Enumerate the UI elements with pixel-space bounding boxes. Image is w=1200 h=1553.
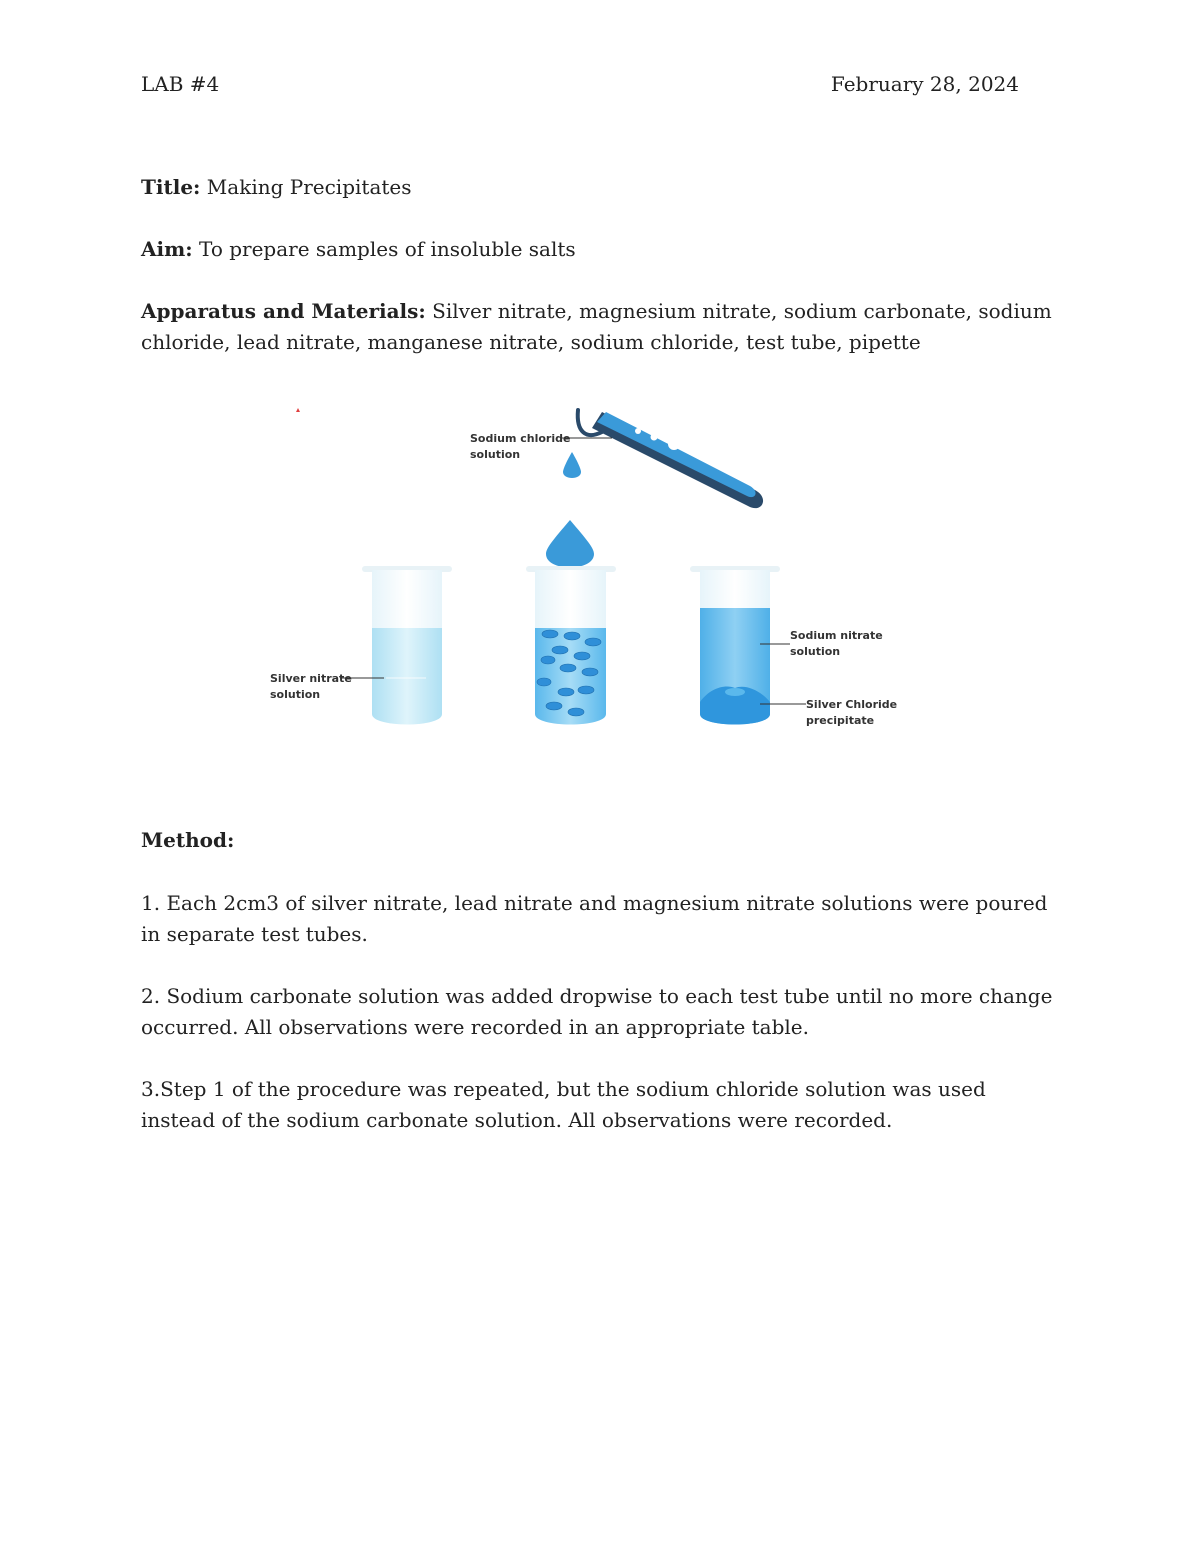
label-silver-chloride-1: Silver Chloride [806,698,898,711]
apparatus-line [141,296,1061,358]
method-step-1: 1. Each 2cm3 of silver nitrate, lead nitrate and magnesium nitrate solutions were poured in separate test tubes. [141,891,1048,946]
lab-date: February 28, 2024 [830,72,1019,96]
aim-value: To prepare samples of insoluble salts [199,237,576,261]
label-sodium-chloride-1: Sodium chloride [470,432,571,445]
method-heading [141,825,1061,856]
apparatus-value: Silver nitrate, magnesium nitrate, sodium carbonate, sodium chloride, lead nitrate, manganese nitrate, sodium chloride, test tube, pipette [141,299,1052,354]
aim-line [141,234,1061,265]
title-value: Making Precipitates [206,175,412,199]
large-drop [546,520,594,568]
title-line [141,172,1061,203]
precipitation-diagram [250,402,930,742]
label-silver-nitrate-1: Silver nitrate [270,672,352,685]
label-sodium-nitrate-2: solution [790,645,841,658]
label-sodium-nitrate-1: Sodium nitrate [790,629,883,642]
method-heading-label: Method: [141,828,235,852]
red-mark [296,408,300,412]
label-silver-nitrate-2: solution [270,688,321,701]
label-silver-chloride-2: precipitate [806,714,875,727]
pipette-tube [578,410,763,508]
aim-label: Aim: [141,237,193,261]
label-sodium-chloride-2: solution [470,448,521,461]
apparatus-label: Apparatus and Materials: [141,299,426,323]
diagram-svg [250,402,930,742]
title-label: Title: [141,175,201,199]
beaker-result [690,566,780,725]
beaker-silver-nitrate [362,566,452,725]
beaker-reacting [526,566,616,725]
lab-number: LAB #4 [141,72,220,96]
method-step-2: 2. Sodium carbonate solution was added dropwise to each test tube until no more change occurred. All observations were recorded in an appropriate table. [141,984,1053,1039]
falling-drop [563,452,581,478]
method-step-3: 3.Step 1 of the procedure was repeated, but the sodium chloride solution was used instead of the sodium carbonate solution. All observations were recorded. [141,1077,986,1132]
